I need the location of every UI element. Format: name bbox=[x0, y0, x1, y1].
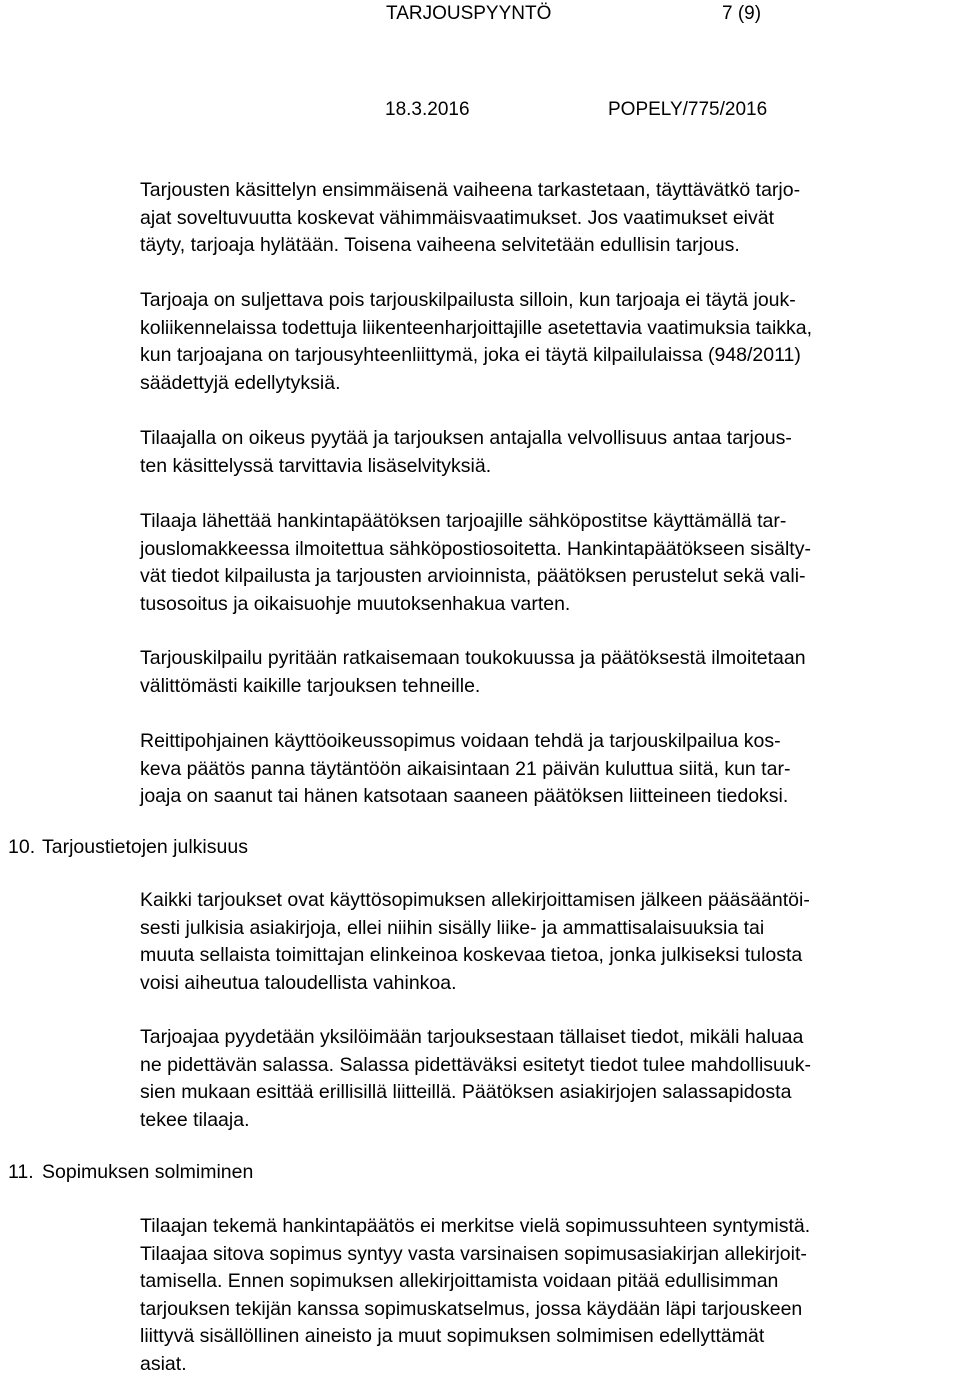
section-heading-publicity bbox=[8, 834, 248, 862]
text-line: muuta sellaista toimittajan elinkeinoa koskevaa tietoa, jonka julkiseksi tulosta bbox=[140, 942, 940, 970]
text-line: Tilaaja lähettää hankintapäätöksen tarjoajille sähköpostitse käyttämällä tar- bbox=[140, 508, 940, 536]
section-title: Tarjoustietojen julkisuus bbox=[42, 836, 248, 858]
text-line: sesti julkisia asiakirjoja, ellei niihin sisälly liike- ja ammattisalaisuuksia tai bbox=[140, 915, 940, 943]
page-number: 7 (9) bbox=[722, 3, 761, 25]
paragraph-contract-timing bbox=[140, 728, 940, 811]
document-date: 18.3.2016 bbox=[385, 99, 470, 121]
paragraph-contract-formation bbox=[140, 1213, 940, 1378]
text-line: Tarjousten käsittelyn ensimmäisenä vaiheena tarkastetaan, täyttävätkö tarjo- bbox=[140, 177, 940, 205]
section-number: 10. bbox=[8, 834, 42, 862]
text-line: täyty, tarjoaja hylätään. Toisena vaiheena selvitetään edullisin tarjous. bbox=[140, 232, 940, 260]
text-line: asiat. bbox=[140, 1351, 940, 1378]
text-line: välittömästi kaikille tarjouksen tehneille. bbox=[140, 673, 940, 701]
section-number: 11. bbox=[8, 1159, 42, 1187]
text-line: kun tarjoajana on tarjousyhteenliittymä, joka ei täytä kilpailulaissa (948/2011) bbox=[140, 342, 940, 370]
document-reference: POPELY/775/2016 bbox=[608, 99, 767, 121]
text-line: Tarjouskilpailu pyritään ratkaisemaan toukokuussa ja päätöksestä ilmoitetaan bbox=[140, 645, 940, 673]
text-line: tamisella. Ennen sopimuksen allekirjoittamista voidaan pitää edullisimman bbox=[140, 1268, 940, 1296]
paragraph-clarifications bbox=[140, 425, 940, 480]
text-line: ne pidettävän salassa. Salassa pidettäväksi esitetyt tiedot tulee mahdollisuuk- bbox=[140, 1052, 940, 1080]
text-line: joaja on saanut tai hänen katsotaan saaneen päätöksen liitteineen tiedoksi. bbox=[140, 783, 940, 811]
text-line: vät tiedot kilpailusta ja tarjousten arvioinnista, päätöksen perustelut sekä vali- bbox=[140, 563, 940, 591]
paragraph-decision-notice bbox=[140, 508, 940, 618]
text-line: liittyvä sisällöllinen aineisto ja muut sopimuksen solmimisen edellyttämät bbox=[140, 1323, 940, 1351]
text-line: sien mukaan esittää erillisillä liitteillä. Päätöksen asiakirjojen salassapidosta bbox=[140, 1079, 940, 1107]
paragraph-confidential-info bbox=[140, 1024, 940, 1134]
text-line: Tarjoajaa pyydetään yksilöimään tarjouksestaan tällaiset tiedot, mikäli haluaa bbox=[140, 1024, 940, 1052]
text-line: tarjouksen tekijän kanssa sopimuskatselmus, jossa käydään läpi tarjouskeen bbox=[140, 1296, 940, 1324]
text-line: tusosoitus ja oikaisuohje muutoksenhakua varten. bbox=[140, 591, 940, 619]
text-line: keva päätös panna täytäntöön aikaisintaan 21 päivän kuluttua siitä, kun tar- bbox=[140, 756, 940, 784]
document-type: TARJOUSPYYNTÖ bbox=[386, 3, 551, 25]
paragraph-tender-processing bbox=[140, 177, 940, 260]
text-line: Tilaajaa sitova sopimus syntyy vasta varsinaisen sopimusasiakirjan allekirjoit- bbox=[140, 1241, 940, 1269]
text-line: tekee tilaaja. bbox=[140, 1107, 940, 1135]
text-line: säädettyjä edellytyksiä. bbox=[140, 370, 940, 398]
paragraph-public-documents bbox=[140, 887, 940, 997]
text-line: koliikennelaissa todettuja liikenteenharjoittajille asetettavia vaatimuksia taikka, bbox=[140, 315, 940, 343]
text-line: Tarjoaja on suljettava pois tarjouskilpailusta silloin, kun tarjoaja ei täytä jouk- bbox=[140, 287, 940, 315]
text-line: ten käsittelyssä tarvittavia lisäselvityksiä. bbox=[140, 453, 940, 481]
text-line: ajat soveltuvuutta koskevat vähimmäisvaatimukset. Jos vaatimukset eivät bbox=[140, 205, 940, 233]
text-line: Kaikki tarjoukset ovat käyttösopimuksen allekirjoittamisen jälkeen pääsääntöi- bbox=[140, 887, 940, 915]
paragraph-exclusion bbox=[140, 287, 940, 397]
section-title: Sopimuksen solmiminen bbox=[42, 1161, 253, 1183]
text-line: Reittipohjainen käyttöoikeussopimus voidaan tehdä ja tarjouskilpailua kos- bbox=[140, 728, 940, 756]
paragraph-schedule bbox=[140, 645, 940, 700]
text-line: Tilaajalla on oikeus pyytää ja tarjouksen antajalla velvollisuus antaa tarjous- bbox=[140, 425, 940, 453]
text-line: Tilaajan tekemä hankintapäätös ei merkitse vielä sopimussuhteen syntymistä. bbox=[140, 1213, 940, 1241]
text-line: voisi aiheutua taloudellista vahinkoa. bbox=[140, 970, 940, 998]
text-line: jouslomakkeessa ilmoitettua sähköpostiosoitetta. Hankintapäätökseen sisälty- bbox=[140, 536, 940, 564]
section-heading-contract bbox=[8, 1159, 253, 1187]
